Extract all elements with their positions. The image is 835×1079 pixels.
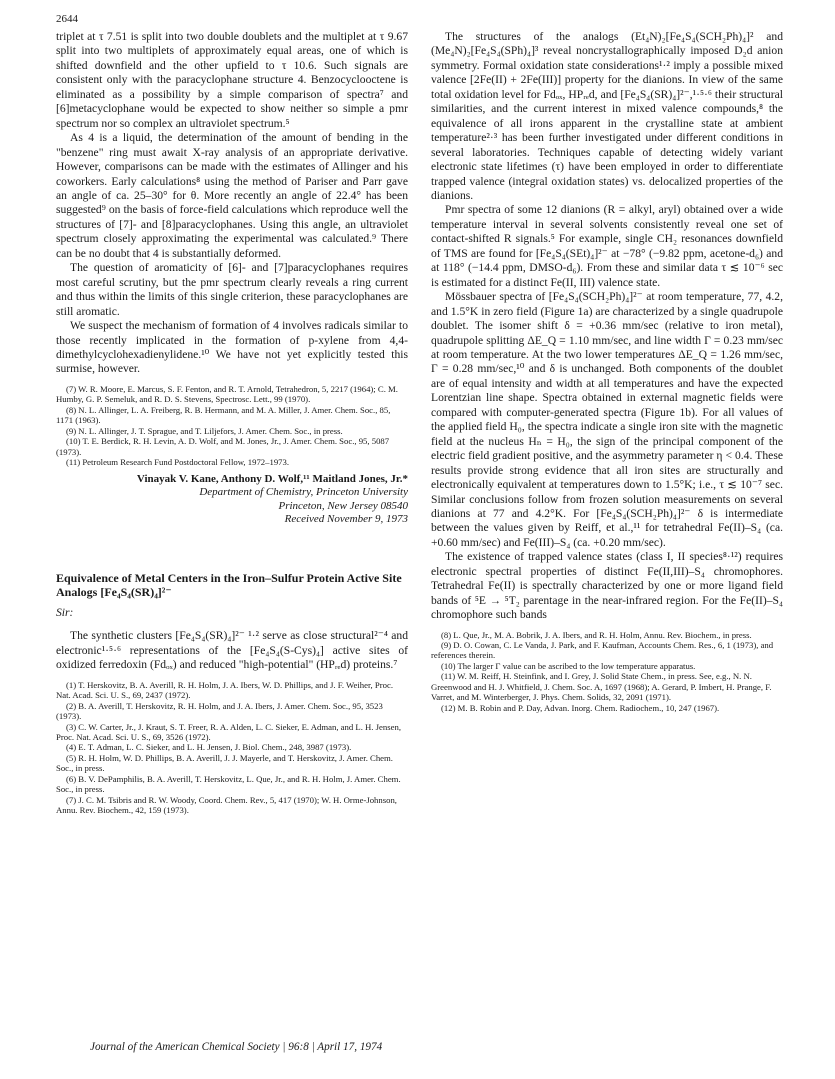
references-list <box>431 630 783 714</box>
body-paragraph: The question of aromaticity of [6]- and [7]paracyclophanes requires most careful scrutiny, but the pmr spectrum clearly reveals a ring current and thus within the limits of this single criterion, these paracyclophanes are still aromatic. <box>56 261 408 318</box>
article-references-list <box>56 680 408 816</box>
affiliation-location: Princeton, New Jersey 08540 <box>278 499 408 512</box>
reference-item: (11) W. M. Reiff, H. Steinfink, and I. Grey, J. Solid State Chem., in press. See, e.g., N. N. Greenwood and H. J. Whitfield, J. Chem. Soc. A, 1697 (1968); A. Gerard, P. Imbert, H. Prange, F. Varret, and M. Winterberger, J. Phys. Chem. Solids, 32, 2091 (1971). <box>431 671 772 703</box>
body-paragraph: The structures of the analogs (Et₄N)₂[Fe₄S₄(SCH₂Ph)₄]² and (Me₄N)₂[Fe₄S₄(SPh)₄]³ reveal noncrystallographically imposed D₂d anion symmetry. Formal oxidation state considerations¹·² imply a possible mixed valence [2Fe(II) + 2Fe(III)] property for the dianions. In view of the same total oxidation level for Fdₒₓ, HPᵣₑd, and [Fe₄S₄(SR)₄]²⁻,¹·⁵·⁶ their structural similarities, and the current interest in mixed valence compounds,⁸ the equivalence of all irons apparent in the crystalline state at ambient temperature²·³ has been further investigated under different conditions in several laboratories. Techniques capable of detecting widely variant electronic state lifetimes (τ) have been employed in order to differentiate trapped valence (integral oxidation states) vs. delocalized properties of the dianions. <box>431 30 783 202</box>
reference-item: (11) Petroleum Research Fund Postdoctoral Fellow, 1972–1973. <box>66 457 290 468</box>
body-paragraph: triplet at τ 7.51 is split into two double doublets and the multiplet at τ 9.67 split into two multiplets of approximately equal areas, one of which is shifted downfield and the other upfield to τ 10.6. Such signals are consistent only with the paracyclophane structure 4. Benzocyclooctene is eliminated as a possibility by a simple comparison of spectra⁷ and [6]metacyclophane would be expected to show neither so simple a pmr spectrum nor so complex an ultraviolet spectrum.⁵ <box>56 30 408 130</box>
body-paragraph: The existence of trapped valence states (class I, II species⁸·¹²) requires electronic spectral properties of distinct Fe(II,III)–S₄ chromophores. Tetrahedral Fe(II) is spectrally characterized by one or more ligand field bands of ⁵E → ⁵T₂ parentage in the near-infrared region. For the Fe(II)–S₄ chromophore such bands <box>431 550 783 622</box>
author-block <box>56 473 408 527</box>
body-paragraph: The synthetic clusters [Fe₄S₄(SR)₄]²⁻ ¹·² serve as close structural²⁻⁴ and electronic¹·⁵·⁶ representations of the [Fe₄S₄(S-Cys)₄] active sites of oxidized ferredoxin (Fdₒₓ) and reduced "high-potential" (HPᵣₑd) proteins.⁷ <box>56 629 408 672</box>
article-title: Equivalence of Metal Centers in the Iron–Sulfur Protein Active Site Analogs [Fe₄S₄(SR)₄]²⁻ <box>56 570 402 600</box>
right-column <box>431 30 783 713</box>
reference-item: (6) B. V. DePamphilis, B. A. Averill, T. Herskovitz, L. Que, Jr., and R. H. Holm, J. Amer. Chem. Soc., in press. <box>56 773 401 795</box>
reference-item: (3) C. W. Carter, Jr., J. Kraut, S. T. Freer, R. A. Alden, L. C. Sieker, E. Adman, and L. H. Jensen, Proc. Nat. Acad. Sci. U. S., 69, 3526 (1972). <box>56 721 401 742</box>
reference-item: (10) T. E. Berdick, R. H. Levin, A. D. Wolf, and M. Jones, Jr., J. Amer. Chem. Soc., 95, 5087 (1973). <box>56 436 390 457</box>
references-list <box>56 384 408 468</box>
reference-item: (12) M. B. Robin and P. Day, Advan. Inorg. Chem. Radiochem., 10, 247 (1967). <box>441 702 720 713</box>
reference-item: (2) B. A. Averill, T. Herskovitz, R. H. Holm, and J. A. Ibers, J. Amer. Chem. Soc., 95, 3523 (1973). <box>56 700 383 722</box>
body-paragraph: Pmr spectra of some 12 dianions (R = alkyl, aryl) obtained over a wide temperature interval in several solvents consistently reveal one set of contact-shifted R signals.⁵ For example, single CH₂ resonances downfield of TMS are found for [Fe₄S₄(SEt)₄]²⁻ at −78° (−9.82 ppm, acetone-d₆) and at 118° (−14.4 ppm, DMSO-d₆). From these and similar data τ ≲ 10⁻⁶ sec is estimated for a distinct Fe(II, III) valence state. <box>431 203 783 289</box>
reference-item: (7) J. C. M. Tsibris and R. W. Woody, Coord. Chem. Rev., 5, 417 (1970); W. H. Orme-Johnson, Annu. Rev. Biochem., 42, 159 (1973). <box>56 794 397 816</box>
body-paragraph: Mössbauer spectra of [Fe₄S₄(SCH₂Ph)₄]²⁻ at room temperature, 77, 4.2, and 1.5°K in zero field (Figure 1a) are characterized by a single quadrupole doublet. The isomer shift δ = +0.36 mm/sec (relative to iron metal), quadrupole splitting ΔE_Q = 1.10 mm/sec, and line width Γ = 0.23 mm/sec at room temperature. At the two lower temperatures ΔE_Q = 1.26 mm/sec, Γ = 0.28 mm/sec,¹⁰ and δ is unchanged. Both components of the doublet are of equal intensity and width at all temperatures and have the expected Lorentzian line shape. Spectra obtained in external magnetic fields were compared with computer-generated spectra (Figure 1b). For all values of the applied field H₀, the spectra indicate a single iron site with the magnetic field at the nucleus Hₙ = H₀, the sign of the principal component of the electric field gradient positive, and the asymmetry parameter η < 0.4. These results provide strong evidence that all iron sites are structurally and electronically equivalent at temperatures down to 1.5°K; i.e., τ ≲ 10⁻⁷ sec. Similar conclusions follow from frozen solution measurements on several dianions at 77 and 4.2°K. For [Fe₄S₄(SCH₂Ph)₄]²⁻ δ is intermediate between the values given by Reiff, et al.,¹¹ for tetrahedral Fe(II)–S₄ (ca. +0.60 mm/sec) and Fe(III)–S₄ (ca. +0.20 mm/sec). <box>431 290 783 549</box>
reference-item: (8) N. L. Allinger, L. A. Freiberg, R. B. Hermann, and M. A. Miller, J. Amer. Chem. Soc., 85, 1171 (1963). <box>56 404 391 426</box>
reference-item: (1) T. Herskovitz, B. A. Averill, R. H. Holm, J. A. Ibers, W. D. Phillips, and J. F. Weiher, Proc. Nat. Acad. Sci. U. S., 69, 2437 (1972). <box>56 679 393 701</box>
reference-item: (4) E. T. Adman, L. C. Sieker, and L. H. Jensen, J. Biol. Chem., 248, 3987 (1973). <box>66 742 352 753</box>
reference-item: (7) W. R. Moore, E. Marcus, S. F. Fenton, and R. T. Arnold, Tetrahedron, 5, 2217 (1964); C. M. Humby, G. P. Semeluk, and R. D. S. Stevens, Spectrosc. Lett., 99 (1970). <box>56 383 398 405</box>
body-paragraph: We suspect the mechanism of formation of 4 involves radicals similar to those recently implicated in the formation of p-xylene from 4,4-dimethylcyclohexadienylidene.¹⁰ We have not yet explicitly tested this surmise, however. <box>56 319 408 376</box>
salutation: Sir: <box>56 605 74 619</box>
journal-footer: Journal of the American Chemical Society | 96:8 | April 17, 1974 <box>90 1041 383 1053</box>
body-paragraph: As 4 is a liquid, the determination of the amount of bending in the "benzene" ring must await X-ray analysis of an appropriate derivative. However, comparisons can be made with the estimates of Allinger and his coworkers. Early calculations⁸ using the method of Pariser and Parr gave an angle of ca. 25–30° for θ. More recently an angle of 22.4° has been suggested⁹ on the basis of force-field calculations which reproduce well the structures of [7]- and [8]paracyclophanes. Using this angle, an ultraviolet spectrum closely approximating the experimental was calculated.⁹ There can be no doubt that 4 is substantially deformed. <box>56 131 408 260</box>
page-number: 2644 <box>56 13 78 25</box>
reference-item: (8) L. Que, Jr., M. A. Bobrik, J. A. Ibers, and R. H. Holm, Annu. Rev. Biochem., in press. <box>441 629 752 640</box>
reference-item: (10) The larger Γ value can be ascribed to the low temperature apparatus. <box>441 660 696 671</box>
author-names: Vinayak V. Kane, Anthony D. Wolf,¹¹ Maitland Jones, Jr.* <box>136 472 408 485</box>
reference-item: (9) D. O. Cowan, C. Le Vanda, J. Park, and F. Kaufman, Accounts Chem. Res., 6, 1 (1973), and references therein. <box>431 640 774 661</box>
affiliation: Department of Chemistry, Princeton University <box>199 486 408 499</box>
left-column <box>56 30 408 816</box>
reference-item: (9) N. L. Allinger, J. T. Sprague, and T. Liljefors, J. Amer. Chem. Soc., in press. <box>66 425 343 436</box>
received-date: Received November 9, 1973 <box>284 513 408 526</box>
reference-item: (5) R. H. Holm, W. D. Phillips, B. A. Averill, J. J. Mayerle, and T. Herskovitz, J. Amer. Chem. Soc., in press. <box>56 752 393 774</box>
